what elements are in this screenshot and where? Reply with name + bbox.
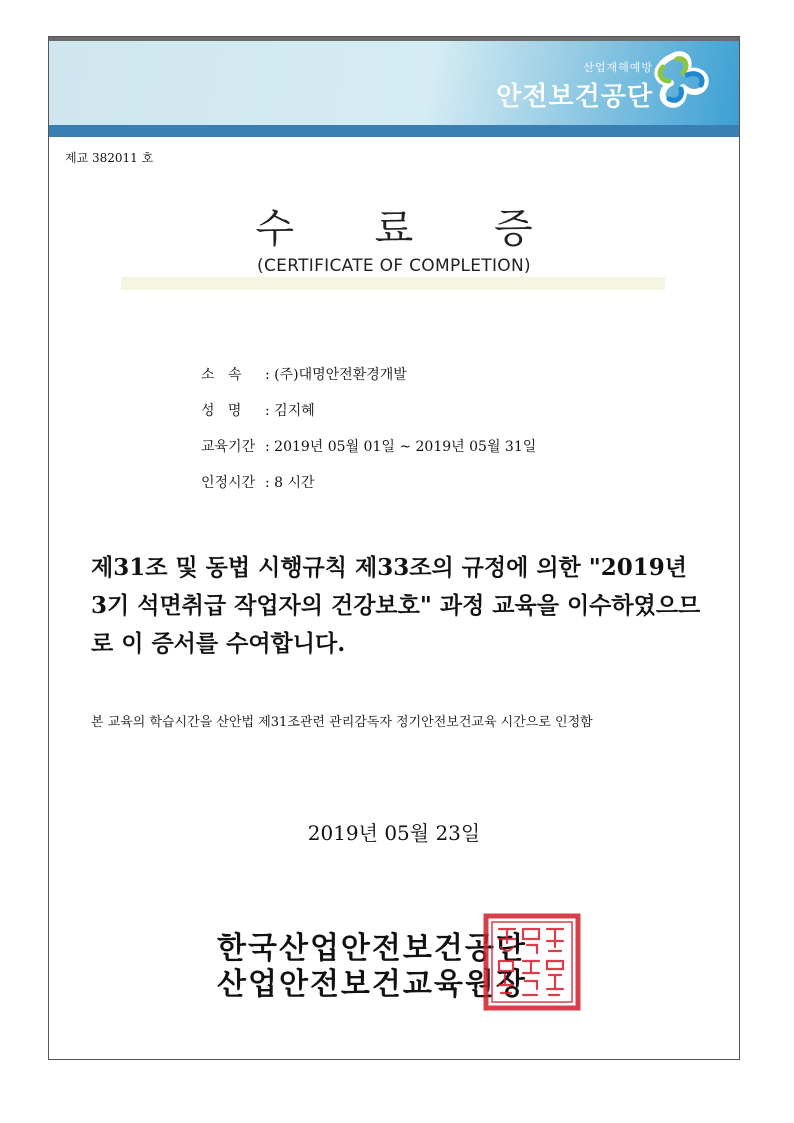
recognition-note: 본 교육의 학습시간을 산안법 제31조관련 관리감독자 정기안전보건교육 시간으로 인정함 xyxy=(91,715,593,730)
field-affiliation xyxy=(201,365,536,401)
certificate-number: 제교 382011 호 xyxy=(65,151,154,165)
certificate-subtitle: (CERTIFICATE OF COMPLETION) xyxy=(257,256,531,276)
header-banner xyxy=(49,37,739,137)
issue-date: 2019년 05월 23일 xyxy=(307,821,481,845)
title-underline xyxy=(121,277,665,290)
field-label: 인정시간 xyxy=(201,475,256,491)
issuer-org: 한국산업안전보건공단 xyxy=(217,931,527,966)
field-value: : 8 시간 xyxy=(265,475,315,491)
field-value: : 2019년 05월 01일 ~ 2019년 05월 31일 xyxy=(265,439,537,455)
field-name xyxy=(201,401,536,437)
issuer-block xyxy=(217,931,527,1003)
certificate-frame xyxy=(48,36,740,1060)
field-label: 교육기간 xyxy=(201,439,256,455)
field-value: : (주)대명안전환경개발 xyxy=(265,367,407,383)
field-label: 성 명 xyxy=(201,403,242,419)
field-period xyxy=(201,437,536,473)
completion-statement: 제31조 및 동법 시행규칙 제33조의 규정에 의한 "2019년 3기 석면취급 작업자의 건강보호" 과정 교육을 이수하였으므로 이 증서를 수여합니다. xyxy=(91,554,701,657)
org-subtitle: 산업재해예방 xyxy=(583,61,653,74)
title-block xyxy=(49,197,739,276)
org-brand xyxy=(496,59,653,113)
issuer-title: 산업안전보건교육원장 xyxy=(217,967,527,1002)
org-name: 안전보건공단 xyxy=(496,82,653,112)
recipient-fields xyxy=(201,365,536,509)
cross-logo-icon xyxy=(647,47,717,117)
field-value: : 김지혜 xyxy=(265,403,315,419)
certificate-title: 수 료 증 xyxy=(255,206,567,252)
field-label: 소 속 xyxy=(201,367,242,383)
official-seal-icon xyxy=(483,913,581,1011)
field-hours xyxy=(201,473,536,509)
